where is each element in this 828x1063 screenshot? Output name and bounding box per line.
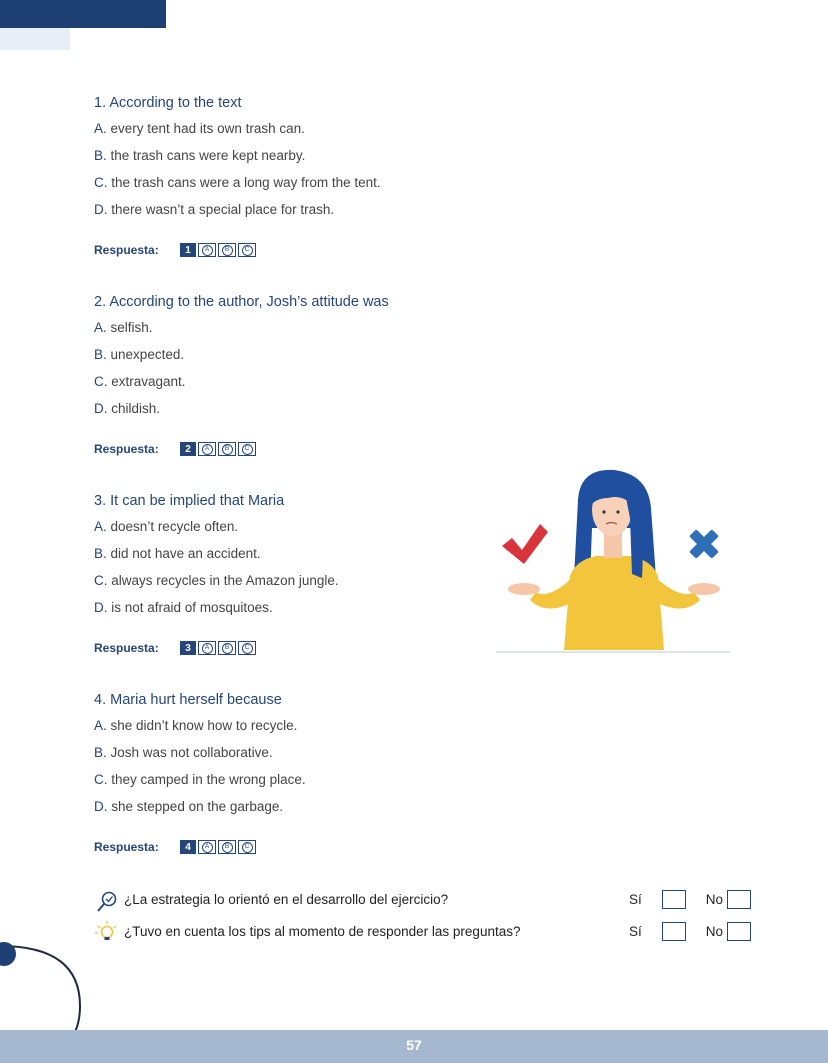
option-a[interactable]: A. selfish. (94, 320, 153, 335)
answer-label: Respuesta: (94, 840, 159, 854)
answer-sheet (180, 442, 256, 456)
option-d[interactable]: D. she stepped on the garbage. (94, 799, 284, 814)
bubble-b[interactable]: B (218, 641, 236, 655)
answer-sheet (180, 243, 256, 257)
page-number: 57 (406, 1037, 422, 1053)
option-b[interactable]: B. did not have an accident. (94, 546, 261, 561)
question-2 (94, 294, 514, 428)
no-checkbox[interactable] (727, 890, 751, 909)
magnifier-check-icon (96, 890, 118, 914)
bubble-a[interactable]: A (198, 442, 216, 456)
bubble-c[interactable]: C (238, 243, 256, 257)
no-label: No (705, 892, 724, 907)
answer-number: 3 (180, 641, 196, 655)
question-title: 1. According to the text (94, 95, 242, 111)
option-b[interactable]: B. Josh was not collaborative. (94, 745, 273, 760)
yes-label: Sí (629, 892, 642, 907)
answer-label: Respuesta: (94, 641, 159, 655)
no-checkbox[interactable] (727, 922, 751, 941)
answer-row-4 (94, 840, 256, 854)
question-3 (94, 493, 514, 627)
answer-sheet (180, 641, 256, 655)
bubble-a[interactable]: A (198, 840, 216, 854)
option-c[interactable]: C. extravagant. (94, 374, 186, 389)
answer-label: Respuesta: (94, 243, 159, 257)
header-accent-light (0, 28, 70, 50)
answer-row-1 (94, 243, 256, 257)
bubble-a[interactable]: A (198, 243, 216, 257)
reflection-text: ¿Tuvo en cuenta los tips al momento de responder las preguntas? (124, 924, 521, 939)
lightbulb-icon (94, 920, 120, 944)
bubble-c[interactable]: C (238, 442, 256, 456)
reflection-row-2 (100, 922, 751, 941)
cross-mark-icon (681, 521, 726, 566)
question-title: 2. According to the author, Josh’s attitude was (94, 294, 389, 310)
yes-checkbox[interactable] (662, 890, 686, 909)
answer-number: 4 (180, 840, 196, 854)
option-b[interactable]: B. unexpected. (94, 347, 185, 362)
yes-label: Sí (629, 924, 642, 939)
option-a[interactable]: A. doesn’t recycle often. (94, 519, 239, 534)
option-d[interactable]: D. childish. (94, 401, 161, 416)
option-c[interactable]: C. they camped in the wrong place. (94, 772, 306, 787)
answer-row-2 (94, 442, 256, 456)
check-mark-icon (502, 524, 548, 564)
bubble-c[interactable]: C (238, 840, 256, 854)
answer-row-3 (94, 641, 256, 655)
answer-label: Respuesta: (94, 442, 159, 456)
option-a[interactable]: A. she didn’t know how to recycle. (94, 718, 298, 733)
option-a[interactable]: A. every tent had its own trash can. (94, 121, 305, 136)
bubble-a[interactable]: A (198, 641, 216, 655)
answer-sheet (180, 840, 256, 854)
question-1 (94, 95, 514, 229)
bubble-b[interactable]: B (218, 243, 236, 257)
question-title: 3. It can be implied that Maria (94, 493, 285, 509)
bubble-b[interactable]: B (218, 442, 236, 456)
no-label: No (705, 924, 724, 939)
reflection-row-1 (100, 890, 751, 909)
bubble-b[interactable]: B (218, 840, 236, 854)
reflection-text: ¿La estrategia lo orientó en el desarrollo del ejercicio? (124, 892, 449, 907)
question-title: 4. Maria hurt herself because (94, 692, 282, 708)
option-c[interactable]: C. always recycles in the Amazon jungle. (94, 573, 339, 588)
option-d[interactable]: D. is not afraid of mosquitoes. (94, 600, 273, 615)
header-accent-bar (0, 0, 166, 28)
question-4 (94, 692, 514, 826)
bubble-c[interactable]: C (238, 641, 256, 655)
option-d[interactable]: D. there wasn’t a special place for trash. (94, 202, 335, 217)
shrugging-woman-illustration (496, 468, 732, 658)
yes-checkbox[interactable] (662, 922, 686, 941)
answer-number: 1 (180, 243, 196, 257)
option-b[interactable]: B. the trash cans were kept nearby. (94, 148, 306, 163)
answer-number: 2 (180, 442, 196, 456)
option-c[interactable]: C. the trash cans were a long way from the tent. (94, 175, 381, 190)
